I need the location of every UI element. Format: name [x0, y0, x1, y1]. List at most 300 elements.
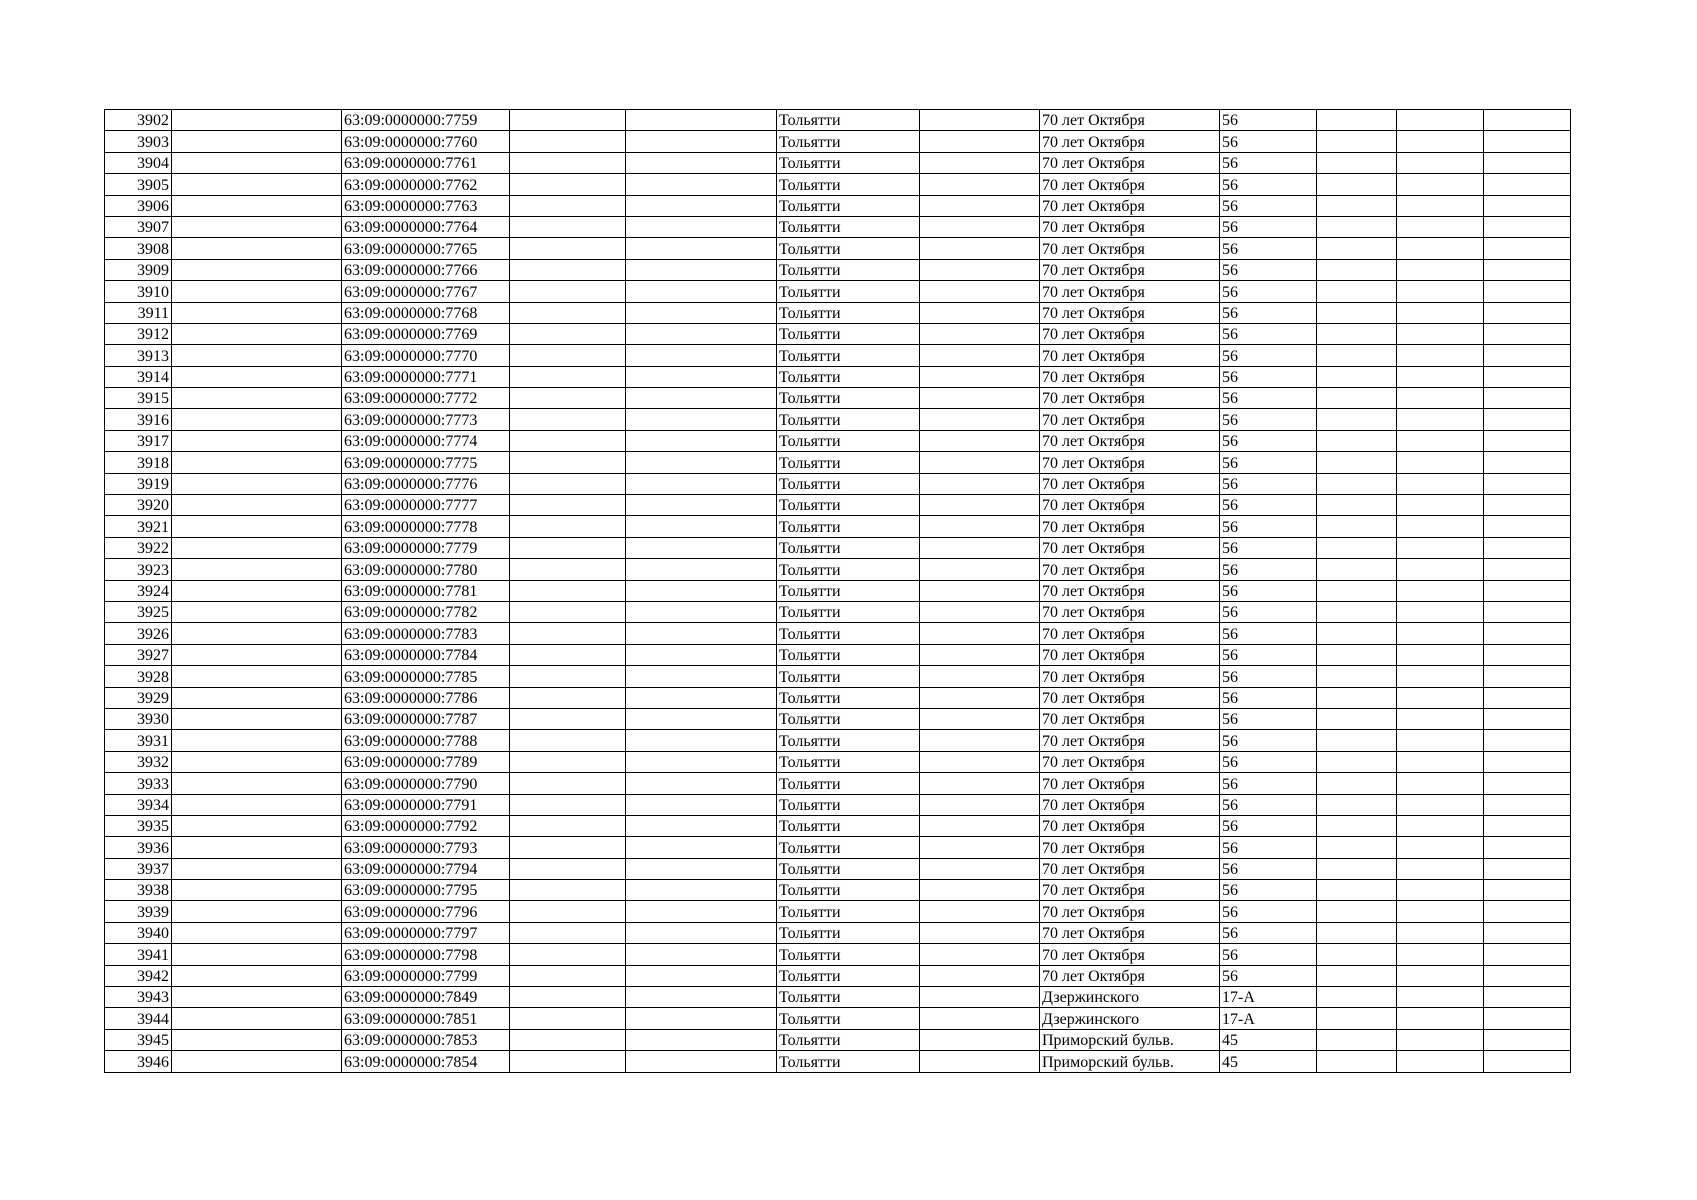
cell-empty — [1397, 944, 1484, 965]
cell-house: 56 — [1220, 837, 1317, 858]
cell-empty — [1484, 495, 1571, 516]
cell-empty — [1317, 388, 1397, 409]
cell-empty — [626, 815, 777, 836]
cell-empty — [920, 174, 1040, 195]
cell-city: Тольятти — [777, 409, 920, 430]
cell-empty — [920, 1029, 1040, 1050]
cell-empty — [1484, 601, 1571, 622]
table-row — [105, 131, 1571, 152]
cell-street: 70 лет Октября — [1040, 644, 1220, 665]
cell-street: 70 лет Октября — [1040, 302, 1220, 323]
cell-empty — [1317, 687, 1397, 708]
cell-empty — [626, 837, 777, 858]
table-row — [105, 537, 1571, 558]
cell-city: Тольятти — [777, 687, 920, 708]
cell-empty — [1317, 644, 1397, 665]
cell-empty — [1317, 987, 1397, 1008]
table-row — [105, 666, 1571, 687]
cell-cadastral-number: 63:09:0000000:7788 — [342, 730, 510, 751]
cell-city: Тольятти — [777, 644, 920, 665]
cell-city: Тольятти — [777, 730, 920, 751]
cell-city: Тольятти — [777, 174, 920, 195]
cell-empty — [1397, 110, 1484, 131]
cell-house: 56 — [1220, 708, 1317, 729]
cell-row-number: 3918 — [105, 452, 172, 473]
cell-empty — [626, 580, 777, 601]
cell-row-number: 3903 — [105, 131, 172, 152]
cell-empty — [1484, 174, 1571, 195]
cell-house: 56 — [1220, 666, 1317, 687]
cell-city: Тольятти — [777, 987, 920, 1008]
cell-empty — [626, 516, 777, 537]
cell-house: 56 — [1220, 366, 1317, 387]
cell-empty — [1397, 388, 1484, 409]
cell-empty — [626, 644, 777, 665]
cell-empty — [1317, 110, 1397, 131]
cell-house: 56 — [1220, 516, 1317, 537]
cell-street: 70 лет Октября — [1040, 452, 1220, 473]
cell-cadastral-number: 63:09:0000000:7781 — [342, 580, 510, 601]
cell-empty — [172, 794, 342, 815]
cell-empty — [1397, 730, 1484, 751]
cell-street: 70 лет Октября — [1040, 794, 1220, 815]
cell-empty — [1317, 1051, 1397, 1072]
cell-empty — [510, 922, 626, 943]
cell-empty — [172, 195, 342, 216]
cell-empty — [172, 815, 342, 836]
cell-empty — [1484, 409, 1571, 430]
cell-street: 70 лет Октября — [1040, 858, 1220, 879]
cell-empty — [920, 345, 1040, 366]
cell-empty — [626, 773, 777, 794]
cell-empty — [1484, 666, 1571, 687]
cell-house: 56 — [1220, 452, 1317, 473]
cell-empty — [1397, 174, 1484, 195]
cell-empty — [172, 388, 342, 409]
cell-street: 70 лет Октября — [1040, 430, 1220, 451]
cell-empty — [1397, 409, 1484, 430]
cell-empty — [920, 559, 1040, 580]
cell-empty — [920, 259, 1040, 280]
cell-street: 70 лет Октября — [1040, 708, 1220, 729]
cell-city: Тольятти — [777, 110, 920, 131]
cell-cadastral-number: 63:09:0000000:7849 — [342, 987, 510, 1008]
cell-empty — [510, 1008, 626, 1029]
table-row — [105, 345, 1571, 366]
cell-cadastral-number: 63:09:0000000:7784 — [342, 644, 510, 665]
cell-empty — [1484, 751, 1571, 772]
cell-street: 70 лет Октября — [1040, 730, 1220, 751]
cell-empty — [626, 110, 777, 131]
cell-cadastral-number: 63:09:0000000:7767 — [342, 281, 510, 302]
cell-empty — [1484, 216, 1571, 237]
cell-empty — [1397, 302, 1484, 323]
cell-cadastral-number: 63:09:0000000:7765 — [342, 238, 510, 259]
cell-city: Тольятти — [777, 345, 920, 366]
cell-empty — [172, 110, 342, 131]
cell-empty — [1317, 944, 1397, 965]
cell-empty — [172, 901, 342, 922]
cell-cadastral-number: 63:09:0000000:7774 — [342, 430, 510, 451]
cell-house: 56 — [1220, 388, 1317, 409]
cell-empty — [1397, 837, 1484, 858]
cell-cadastral-number: 63:09:0000000:7766 — [342, 259, 510, 280]
cell-empty — [510, 1051, 626, 1072]
cell-empty — [1317, 174, 1397, 195]
table-row — [105, 601, 1571, 622]
cell-street: Приморский бульв. — [1040, 1029, 1220, 1050]
cell-empty — [172, 152, 342, 173]
cell-empty — [1317, 666, 1397, 687]
cell-house: 56 — [1220, 880, 1317, 901]
cell-row-number: 3905 — [105, 174, 172, 195]
cell-row-number: 3906 — [105, 195, 172, 216]
cell-cadastral-number: 63:09:0000000:7799 — [342, 965, 510, 986]
cell-empty — [1397, 323, 1484, 344]
table-row — [105, 1051, 1571, 1072]
cell-empty — [172, 708, 342, 729]
cell-empty — [172, 345, 342, 366]
cell-cadastral-number: 63:09:0000000:7796 — [342, 901, 510, 922]
cell-city: Тольятти — [777, 601, 920, 622]
cell-row-number: 3939 — [105, 901, 172, 922]
cell-street: Приморский бульв. — [1040, 1051, 1220, 1072]
cell-empty — [1317, 559, 1397, 580]
cell-empty — [1317, 152, 1397, 173]
cell-empty — [1484, 259, 1571, 280]
cell-row-number: 3925 — [105, 601, 172, 622]
cell-row-number: 3940 — [105, 922, 172, 943]
cell-house: 56 — [1220, 174, 1317, 195]
cell-row-number: 3924 — [105, 580, 172, 601]
cell-empty — [1484, 388, 1571, 409]
cell-empty — [1317, 623, 1397, 644]
cell-house: 56 — [1220, 537, 1317, 558]
cell-row-number: 3938 — [105, 880, 172, 901]
cell-empty — [920, 601, 1040, 622]
cell-empty — [1484, 730, 1571, 751]
cell-empty — [172, 1029, 342, 1050]
cell-empty — [510, 216, 626, 237]
cell-street: 70 лет Октября — [1040, 537, 1220, 558]
cell-empty — [172, 644, 342, 665]
cell-row-number: 3922 — [105, 537, 172, 558]
table-row — [105, 644, 1571, 665]
cell-row-number: 3944 — [105, 1008, 172, 1029]
cell-empty — [1484, 644, 1571, 665]
cell-empty — [920, 1008, 1040, 1029]
cell-empty — [510, 987, 626, 1008]
cell-empty — [1317, 601, 1397, 622]
cell-city: Тольятти — [777, 302, 920, 323]
cell-empty — [172, 1008, 342, 1029]
cell-empty — [626, 1008, 777, 1029]
cell-street: Дзержинского — [1040, 1008, 1220, 1029]
cell-street: 70 лет Октября — [1040, 323, 1220, 344]
cell-empty — [172, 366, 342, 387]
cell-cadastral-number: 63:09:0000000:7771 — [342, 366, 510, 387]
cell-empty — [1317, 730, 1397, 751]
cell-empty — [510, 366, 626, 387]
cell-city: Тольятти — [777, 259, 920, 280]
cell-empty — [172, 666, 342, 687]
cell-empty — [510, 601, 626, 622]
cell-empty — [172, 323, 342, 344]
cell-city: Тольятти — [777, 773, 920, 794]
cell-row-number: 3929 — [105, 687, 172, 708]
cell-empty — [920, 687, 1040, 708]
cell-empty — [626, 751, 777, 772]
cell-empty — [1484, 580, 1571, 601]
cell-house: 56 — [1220, 922, 1317, 943]
cell-row-number: 3914 — [105, 366, 172, 387]
cell-street: 70 лет Октября — [1040, 815, 1220, 836]
cell-empty — [510, 880, 626, 901]
cell-empty — [1317, 1008, 1397, 1029]
cell-house: 56 — [1220, 152, 1317, 173]
cell-empty — [510, 623, 626, 644]
cell-empty — [1397, 773, 1484, 794]
cell-row-number: 3945 — [105, 1029, 172, 1050]
cell-empty — [1484, 708, 1571, 729]
cell-empty — [626, 687, 777, 708]
cell-cadastral-number: 63:09:0000000:7775 — [342, 452, 510, 473]
cell-empty — [1484, 430, 1571, 451]
cell-street: 70 лет Октября — [1040, 559, 1220, 580]
cell-empty — [1484, 516, 1571, 537]
cell-empty — [172, 131, 342, 152]
cell-empty — [626, 880, 777, 901]
cell-empty — [1484, 837, 1571, 858]
cell-empty — [172, 430, 342, 451]
cell-empty — [510, 901, 626, 922]
cell-empty — [1484, 323, 1571, 344]
cell-city: Тольятти — [777, 1029, 920, 1050]
cell-empty — [1484, 880, 1571, 901]
cell-empty — [920, 1051, 1040, 1072]
cell-row-number: 3909 — [105, 259, 172, 280]
cell-street: 70 лет Октября — [1040, 195, 1220, 216]
cell-empty — [510, 559, 626, 580]
cell-row-number: 3933 — [105, 773, 172, 794]
cell-city: Тольятти — [777, 1051, 920, 1072]
cell-empty — [510, 281, 626, 302]
cell-city: Тольятти — [777, 794, 920, 815]
table-row — [105, 1029, 1571, 1050]
cell-empty — [1397, 495, 1484, 516]
cell-empty — [1317, 516, 1397, 537]
cell-row-number: 3942 — [105, 965, 172, 986]
cell-empty — [1397, 666, 1484, 687]
cell-empty — [1484, 922, 1571, 943]
cell-empty — [920, 580, 1040, 601]
cell-house: 17-А — [1220, 1008, 1317, 1029]
cell-empty — [1317, 922, 1397, 943]
cell-street: 70 лет Октября — [1040, 495, 1220, 516]
cell-city: Тольятти — [777, 495, 920, 516]
cell-empty — [920, 366, 1040, 387]
cell-city: Тольятти — [777, 238, 920, 259]
table-row — [105, 366, 1571, 387]
table-row — [105, 837, 1571, 858]
cell-empty — [1397, 430, 1484, 451]
cell-row-number: 3915 — [105, 388, 172, 409]
cell-empty — [626, 452, 777, 473]
cell-empty — [510, 708, 626, 729]
cell-empty — [510, 302, 626, 323]
cell-house: 56 — [1220, 259, 1317, 280]
cell-empty — [510, 858, 626, 879]
cell-empty — [1484, 1051, 1571, 1072]
cell-empty — [1317, 708, 1397, 729]
cell-empty — [920, 730, 1040, 751]
cell-city: Тольятти — [777, 516, 920, 537]
cell-empty — [510, 516, 626, 537]
table-row — [105, 815, 1571, 836]
cell-empty — [1397, 238, 1484, 259]
cell-street: 70 лет Октября — [1040, 131, 1220, 152]
cell-empty — [1484, 238, 1571, 259]
table-row — [105, 516, 1571, 537]
cell-cadastral-number: 63:09:0000000:7795 — [342, 880, 510, 901]
cell-empty — [920, 131, 1040, 152]
cell-empty — [920, 794, 1040, 815]
cell-cadastral-number: 63:09:0000000:7797 — [342, 922, 510, 943]
cell-empty — [510, 944, 626, 965]
table-row — [105, 559, 1571, 580]
cell-cadastral-number: 63:09:0000000:7791 — [342, 794, 510, 815]
table-row — [105, 110, 1571, 131]
cell-empty — [172, 623, 342, 644]
cell-empty — [920, 537, 1040, 558]
cell-empty — [1317, 858, 1397, 879]
cell-empty — [920, 238, 1040, 259]
cell-empty — [626, 559, 777, 580]
cell-row-number: 3916 — [105, 409, 172, 430]
table-row — [105, 323, 1571, 344]
cell-empty — [510, 666, 626, 687]
cell-empty — [626, 858, 777, 879]
cell-cadastral-number: 63:09:0000000:7782 — [342, 601, 510, 622]
cell-empty — [1484, 131, 1571, 152]
cell-house: 56 — [1220, 901, 1317, 922]
cell-empty — [1397, 281, 1484, 302]
cell-empty — [1397, 259, 1484, 280]
cell-house: 56 — [1220, 495, 1317, 516]
cell-empty — [510, 965, 626, 986]
cell-house: 56 — [1220, 409, 1317, 430]
table-row — [105, 580, 1571, 601]
cell-empty — [920, 751, 1040, 772]
cell-row-number: 3928 — [105, 666, 172, 687]
table-row — [105, 495, 1571, 516]
cell-empty — [172, 495, 342, 516]
cell-row-number: 3934 — [105, 794, 172, 815]
cell-empty — [1317, 1029, 1397, 1050]
cell-city: Тольятти — [777, 281, 920, 302]
cell-empty — [1397, 708, 1484, 729]
cell-empty — [1317, 815, 1397, 836]
cell-house: 56 — [1220, 430, 1317, 451]
cell-street: 70 лет Октября — [1040, 152, 1220, 173]
cell-empty — [510, 730, 626, 751]
cell-empty — [1484, 195, 1571, 216]
cell-empty — [920, 473, 1040, 494]
cell-cadastral-number: 63:09:0000000:7794 — [342, 858, 510, 879]
cell-house: 56 — [1220, 302, 1317, 323]
cell-house: 45 — [1220, 1051, 1317, 1072]
cell-empty — [920, 858, 1040, 879]
table-body — [105, 110, 1571, 1073]
cell-row-number: 3919 — [105, 473, 172, 494]
cell-empty — [172, 922, 342, 943]
cell-empty — [172, 559, 342, 580]
table-row — [105, 216, 1571, 237]
cell-empty — [626, 987, 777, 1008]
cell-empty — [920, 195, 1040, 216]
cell-cadastral-number: 63:09:0000000:7793 — [342, 837, 510, 858]
cell-empty — [510, 259, 626, 280]
cell-empty — [510, 1029, 626, 1050]
cell-row-number: 3937 — [105, 858, 172, 879]
cell-empty — [1317, 495, 1397, 516]
cell-empty — [1484, 858, 1571, 879]
cell-empty — [626, 965, 777, 986]
cell-house: 56 — [1220, 944, 1317, 965]
cell-empty — [1484, 473, 1571, 494]
cell-empty — [1317, 259, 1397, 280]
cell-empty — [172, 409, 342, 430]
cell-row-number: 3920 — [105, 495, 172, 516]
table-row — [105, 965, 1571, 986]
cell-city: Тольятти — [777, 901, 920, 922]
table-row — [105, 987, 1571, 1008]
cell-empty — [172, 281, 342, 302]
cell-street: 70 лет Октября — [1040, 751, 1220, 772]
cell-row-number: 3932 — [105, 751, 172, 772]
cell-empty — [1317, 965, 1397, 986]
cell-empty — [626, 944, 777, 965]
cell-empty — [626, 131, 777, 152]
cell-house: 56 — [1220, 580, 1317, 601]
cell-empty — [510, 495, 626, 516]
cell-empty — [1317, 345, 1397, 366]
cell-house: 56 — [1220, 751, 1317, 772]
cell-city: Тольятти — [777, 452, 920, 473]
cell-empty — [510, 323, 626, 344]
cell-city: Тольятти — [777, 388, 920, 409]
cell-cadastral-number: 63:09:0000000:7783 — [342, 623, 510, 644]
cell-cadastral-number: 63:09:0000000:7792 — [342, 815, 510, 836]
table-row — [105, 409, 1571, 430]
cell-empty — [1317, 302, 1397, 323]
cell-row-number: 3936 — [105, 837, 172, 858]
table-row — [105, 901, 1571, 922]
cell-house: 56 — [1220, 644, 1317, 665]
cell-empty — [626, 901, 777, 922]
cell-empty — [1484, 281, 1571, 302]
cell-street: 70 лет Октября — [1040, 216, 1220, 237]
cell-empty — [1484, 815, 1571, 836]
cell-empty — [1484, 559, 1571, 580]
cell-empty — [920, 773, 1040, 794]
cell-empty — [1397, 452, 1484, 473]
cell-empty — [1484, 302, 1571, 323]
cell-street: 70 лет Октября — [1040, 601, 1220, 622]
cell-empty — [510, 345, 626, 366]
cell-street: 70 лет Октября — [1040, 366, 1220, 387]
cell-empty — [626, 152, 777, 173]
